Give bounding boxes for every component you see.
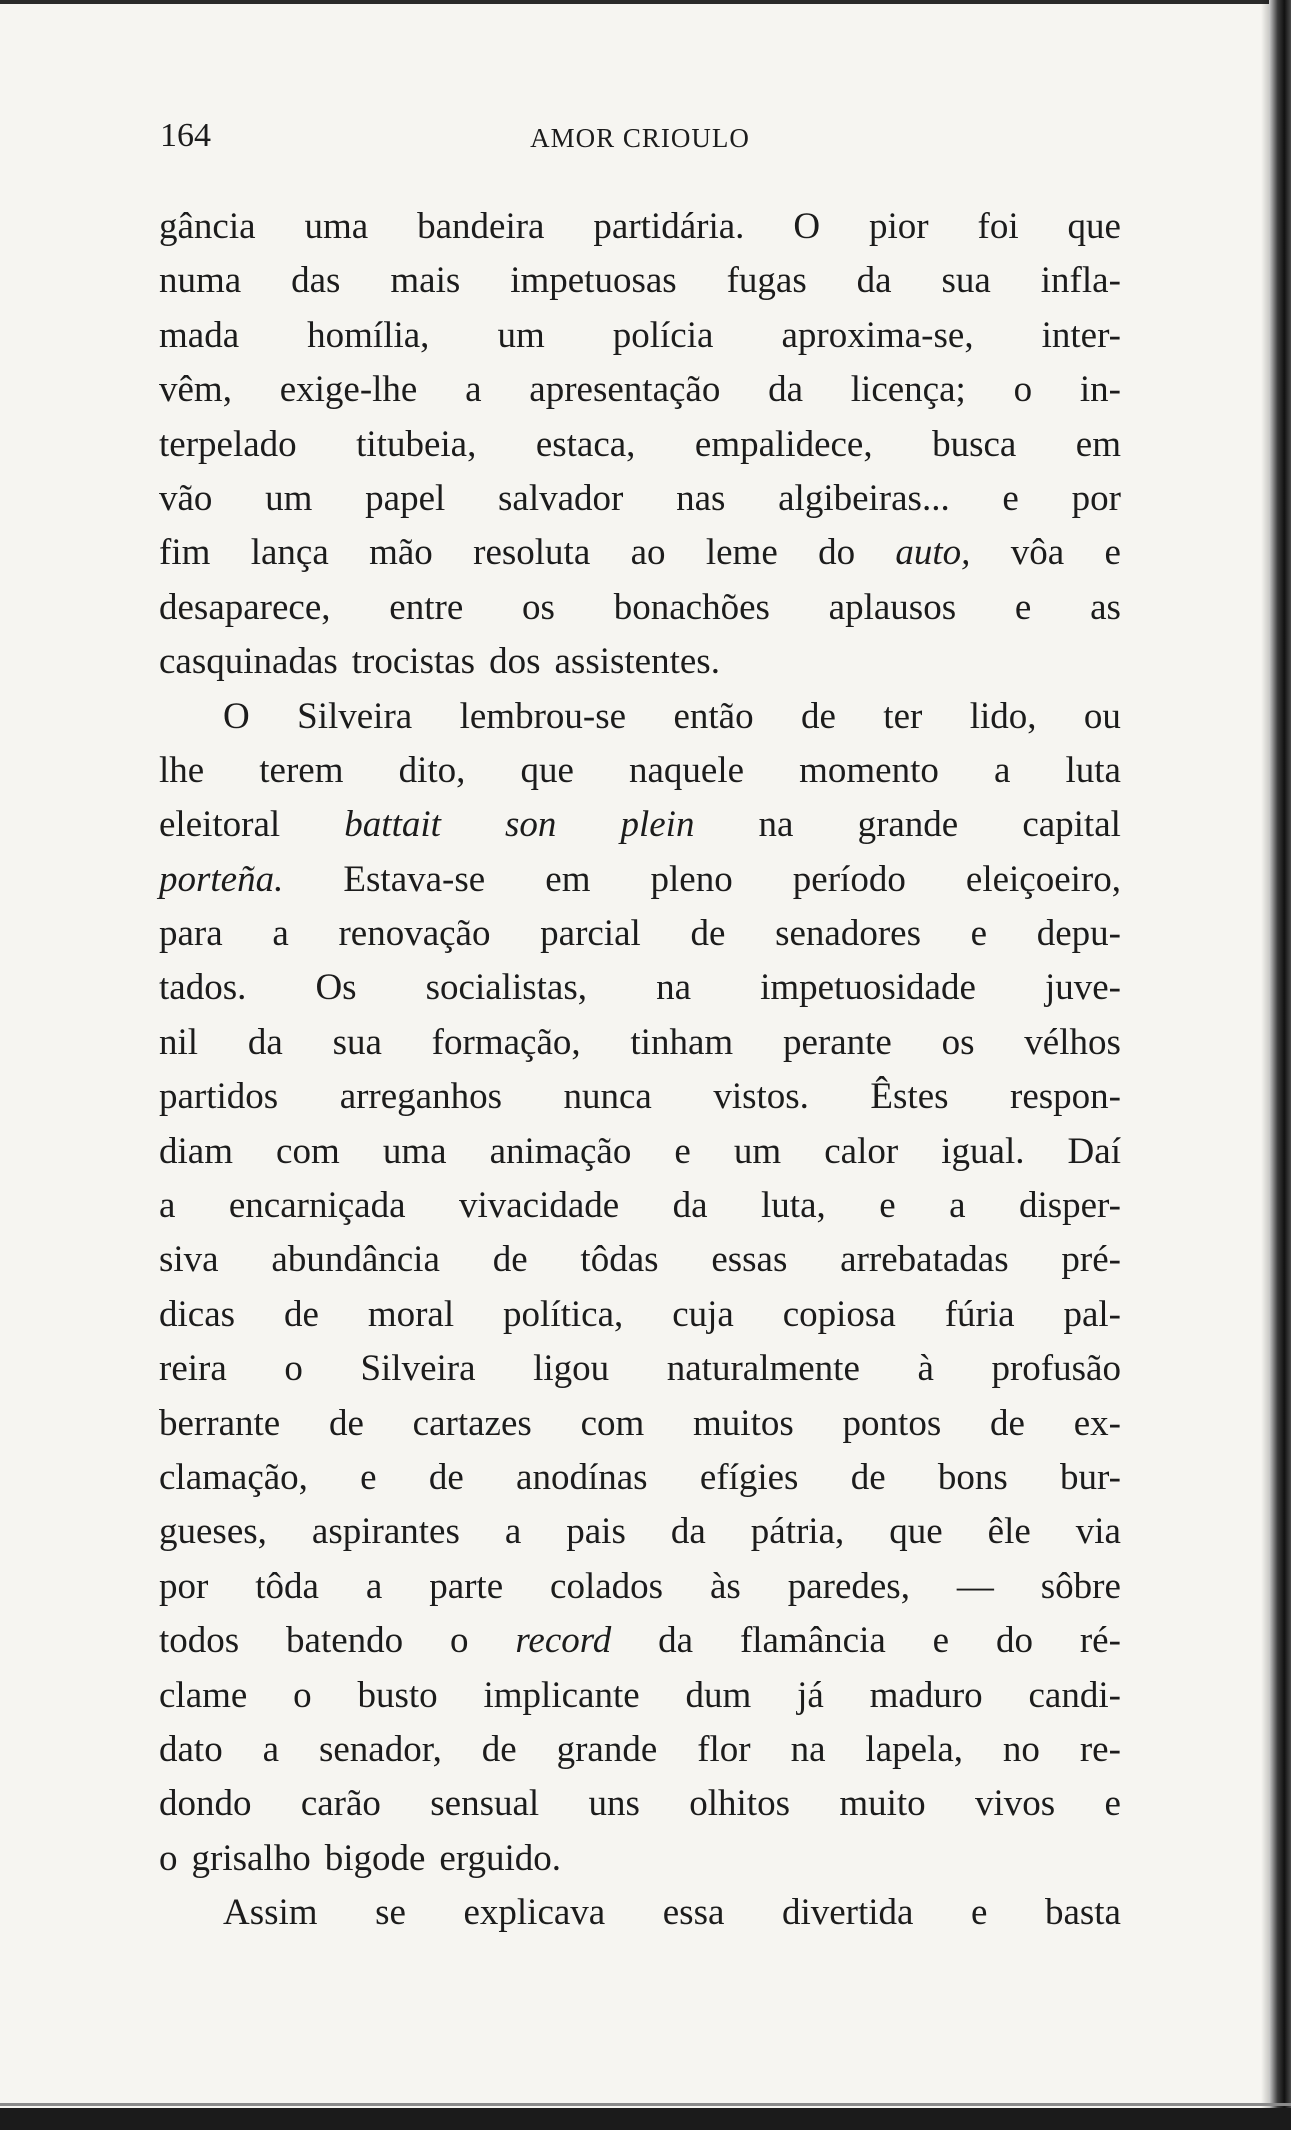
word: luta, [761,1185,826,1227]
word: abundância [271,1239,440,1281]
word: vistos. [713,1076,809,1118]
word: a [159,1185,176,1227]
text-line [159,961,1121,1015]
word: a [993,749,1011,791]
word: de [481,1728,517,1770]
word: titubeia, [356,423,477,465]
word: maduro [869,1674,983,1716]
word: polícia [612,314,714,356]
word: às [709,1565,741,1607]
word: mada [159,314,240,356]
word: batendo [286,1620,404,1662]
word: auto, [895,532,971,574]
word: senadores [775,913,921,955]
word: licença; [850,369,966,411]
word: e [970,913,988,955]
word: da [768,369,804,411]
word: estaca, [535,423,636,465]
word: vivos [975,1783,1056,1825]
word: in- [1079,369,1121,411]
word: clamação, [159,1456,308,1498]
word: O [793,206,821,247]
word: tôda [255,1565,319,1607]
word: tinham [630,1021,734,1063]
text-line [159,1016,1121,1070]
word: o [293,1674,312,1716]
word: ex- [1073,1402,1121,1444]
word: busto [357,1674,438,1716]
word: pior [868,206,929,247]
word: e [1104,532,1121,574]
word: da [247,1021,283,1063]
word: busca [932,423,1017,465]
text-line [159,1451,1121,1505]
text-line [159,744,1121,798]
word: dito, [398,749,466,791]
word: animação [489,1130,632,1172]
word: dos [489,641,541,683]
body-text [159,200,1121,1941]
word: pleno [650,858,733,900]
word: e [1104,1783,1121,1825]
text-line [159,363,1121,417]
word: — [956,1565,994,1607]
word: com [580,1402,645,1444]
word: a [262,1728,280,1770]
text-line [159,581,1121,635]
word: profusão [991,1348,1121,1390]
word: de [850,1456,886,1498]
word: eleiçoeiro, [965,858,1121,900]
word: lança [250,532,329,574]
word: aproxima-se, [781,314,974,356]
word: ré- [1079,1620,1121,1662]
word: erguido. [439,1837,562,1879]
word: igual. [941,1130,1025,1172]
word: nunca [563,1076,652,1118]
word: e [970,1892,988,1934]
word: lhe [159,749,205,791]
word: por [159,1565,209,1607]
word: juve- [1044,967,1121,1009]
word: plein [620,804,695,846]
word: re- [1079,1728,1121,1770]
word: e [1002,477,1019,519]
word: e [1014,586,1032,628]
word: renovação [338,913,491,955]
text-line [159,309,1121,363]
word: Êstes [870,1076,949,1118]
word: diam [159,1130,233,1172]
word: implicante [483,1674,640,1716]
word: fúria [944,1293,1015,1335]
word: Daí [1067,1130,1121,1172]
word: homília, [307,314,430,356]
word: do [995,1620,1033,1662]
word: divertida [781,1892,914,1934]
word: de [328,1402,364,1444]
word: socialistas, [425,967,587,1009]
word: casquinadas [159,641,338,683]
text-line [159,1614,1121,1668]
word: que [889,1511,943,1553]
word: assistentes. [554,641,720,683]
word: naturalmente [666,1348,860,1390]
word: fugas [726,260,807,302]
word: se [375,1892,406,1934]
word: uns [588,1783,640,1825]
word: o [450,1620,469,1662]
word: paredes, [787,1565,910,1607]
word: nil [159,1021,199,1063]
word: encarniçada [228,1185,406,1227]
word: inter- [1041,314,1121,356]
word: terem [259,749,344,791]
word: então [673,695,754,737]
word: algibeiras... [778,477,950,519]
word: Estava-se [343,858,486,900]
word: anodínas [516,1456,648,1498]
word: vélhos [1024,1021,1121,1063]
word: flamância [739,1620,886,1662]
word: naquele [629,749,745,791]
word: dum [685,1674,752,1716]
text-line [159,254,1121,308]
paragraph [159,690,1121,1887]
word: partidária. [593,206,745,247]
word: um [497,314,545,356]
word: calor [824,1130,899,1172]
running-title: AMOR CRIOULO [530,123,750,153]
word: pais [566,1511,626,1553]
word: cartazes [412,1402,532,1444]
text-line [159,1777,1121,1831]
word: resoluta [473,532,591,574]
word: grisalho [191,1837,311,1879]
word: aspirantes [311,1511,460,1553]
word: vôa [1010,532,1065,574]
word: depu- [1036,913,1121,955]
word: via [1075,1511,1121,1553]
word: ao [630,532,666,574]
word: vão [159,477,213,519]
word: partidos [159,1076,279,1118]
word: com [276,1130,340,1172]
word: senador, [318,1728,442,1770]
text-line [159,1125,1121,1179]
word: e [932,1620,950,1662]
word: vêm, [159,369,232,411]
word: ligou [533,1348,610,1390]
text-line [159,1886,1121,1940]
word: pal- [1063,1293,1121,1335]
word: sensual [430,1783,540,1825]
word: desaparece, [159,586,331,628]
word: apresentação [529,369,721,411]
word: da [658,1620,694,1662]
word: tôdas [580,1239,659,1281]
text-line [159,798,1121,852]
word: infla- [1040,260,1121,302]
word: parcial [540,913,641,955]
running-head [160,117,1120,167]
page-gutter-shadow [1261,0,1269,2130]
word: e [360,1456,377,1498]
word: grande [556,1728,658,1770]
word: empalidece, [694,423,873,465]
word: entre [389,586,464,628]
text-line [159,1560,1121,1614]
word: uma [382,1130,447,1172]
word: da [672,1185,708,1227]
text-line [159,1397,1121,1451]
word: fim [159,532,211,574]
word: gueses, [159,1511,267,1553]
word: impetuosas [510,260,677,302]
word: a [504,1511,522,1553]
word: na [758,804,794,846]
word: o [1013,369,1033,411]
text-line [159,635,1121,689]
word: terpelado [159,423,297,465]
word: bandeira [417,206,545,247]
word: candi- [1028,1674,1121,1716]
word: clame [159,1674,248,1716]
word: os [522,586,555,628]
bottom-scan-edge [0,2108,1291,2130]
word: gância [159,206,256,247]
word: dato [159,1728,223,1770]
word: mão [369,532,433,574]
text-line [159,472,1121,526]
word: explicava [463,1892,606,1934]
word: salvador [498,477,624,519]
word: momento [799,749,939,791]
word: bur- [1060,1456,1121,1498]
word: berrante [159,1402,281,1444]
word: Assim [223,1892,318,1934]
word: dondo [159,1783,252,1825]
word: leme [705,532,778,574]
word: na [790,1728,826,1770]
word: arrebatadas [840,1239,1009,1281]
word: grande [857,804,959,846]
word: vivacidade [458,1185,620,1227]
word: de [800,695,836,737]
text-line [159,1233,1121,1287]
word: as [1090,586,1121,628]
word: lembrou-se [459,695,627,737]
word: formação, [431,1021,581,1063]
word: do [818,532,856,574]
word: pátria, [750,1511,845,1553]
word: sôbre [1040,1565,1121,1607]
word: de [690,913,726,955]
word: porteña. [159,858,284,900]
text-line [159,200,1121,254]
word: a [272,913,289,955]
text-line [159,690,1121,744]
word: moral [367,1293,455,1335]
word: colados [550,1565,664,1607]
word: basta [1044,1892,1121,1934]
word: tados. [159,967,247,1009]
word: êle [987,1511,1031,1553]
word: lapela, [865,1728,963,1770]
word: a [949,1185,966,1227]
word: Os [315,967,357,1009]
word: bonachões [613,586,770,628]
word: siva [159,1239,219,1281]
word: de [990,1402,1025,1444]
word: Silveira [360,1348,476,1390]
word: um [265,477,313,519]
word: parte [429,1565,504,1607]
page-number: 164 [160,117,211,154]
word: a [465,369,482,411]
text-line [159,1288,1121,1342]
word: de [492,1239,528,1281]
word: em [1075,423,1121,465]
word: carão [300,1783,381,1825]
word: em [545,858,591,900]
text-line [159,853,1121,907]
word: para [159,913,223,955]
word: foi [977,206,1019,247]
text-line [159,1723,1121,1777]
word: eleitoral [159,804,281,846]
word: essas [711,1239,788,1281]
word: pontos [842,1402,942,1444]
bottom-scan-shadow [0,2103,1291,2106]
text-line [159,418,1121,472]
word: dicas [159,1293,236,1335]
word: que [1067,206,1121,247]
text-line [159,1832,1121,1886]
word: bigode [324,1837,426,1879]
word: da [670,1511,706,1553]
word: arreganhos [339,1076,502,1118]
word: reira [159,1348,227,1390]
paragraph [159,1886,1121,1940]
word: o [284,1348,303,1390]
word: pré- [1061,1239,1121,1281]
text-line [159,1179,1121,1233]
word: battait [344,804,441,846]
paragraph [159,200,1121,690]
word: essa [662,1892,725,1934]
word: efígies [699,1456,799,1498]
word: numa [159,260,242,302]
word: a [365,1565,383,1607]
word: perante [782,1021,892,1063]
word: bons [937,1456,1008,1498]
text-line [159,526,1121,580]
word: son [505,804,557,846]
text-line [159,907,1121,961]
text-line [159,1505,1121,1559]
word: o [159,1837,178,1879]
word: no [1002,1728,1040,1770]
word: da [856,260,892,302]
top-scan-edge [0,0,1291,4]
word: na [656,967,691,1009]
word: capital [1022,804,1121,846]
right-scan-edge [1269,0,1291,2130]
word: disper- [1018,1185,1121,1227]
word: luta [1065,749,1121,791]
word: de [283,1293,319,1335]
text-line [159,1342,1121,1396]
word: Silveira [297,695,413,737]
word: período [792,858,906,900]
word: olhitos [689,1783,790,1825]
word: de [428,1456,464,1498]
word: à [917,1348,934,1390]
word: flor [697,1728,751,1770]
word: sua [941,260,991,302]
word: muito [839,1783,926,1825]
word: cuja [672,1293,734,1335]
word: impetuosidade [760,967,976,1009]
word: lido, [969,695,1037,737]
word: política, [503,1293,624,1335]
word: papel [365,477,446,519]
word: respon- [1010,1076,1121,1118]
word: aplausos [828,586,957,628]
word: ter [883,695,923,737]
text-line [159,1070,1121,1124]
word: e [674,1130,691,1172]
text-line [159,1669,1121,1723]
word: nas [676,477,726,519]
word: que [520,749,574,791]
word: todos [159,1620,240,1662]
word: por [1071,477,1121,519]
word: das [291,260,341,302]
word: os [941,1021,975,1063]
word: uma [304,206,369,247]
word: muitos [693,1402,794,1444]
word: já [797,1674,824,1716]
word: O [223,695,250,737]
word: ou [1083,695,1121,737]
word: mais [390,260,461,302]
word: trocistas [351,641,476,683]
word: record [515,1620,612,1662]
word: sua [332,1021,382,1063]
word: e [879,1185,896,1227]
word: um [733,1130,782,1172]
word: copiosa [782,1293,896,1335]
word: exige-lhe [279,369,418,411]
